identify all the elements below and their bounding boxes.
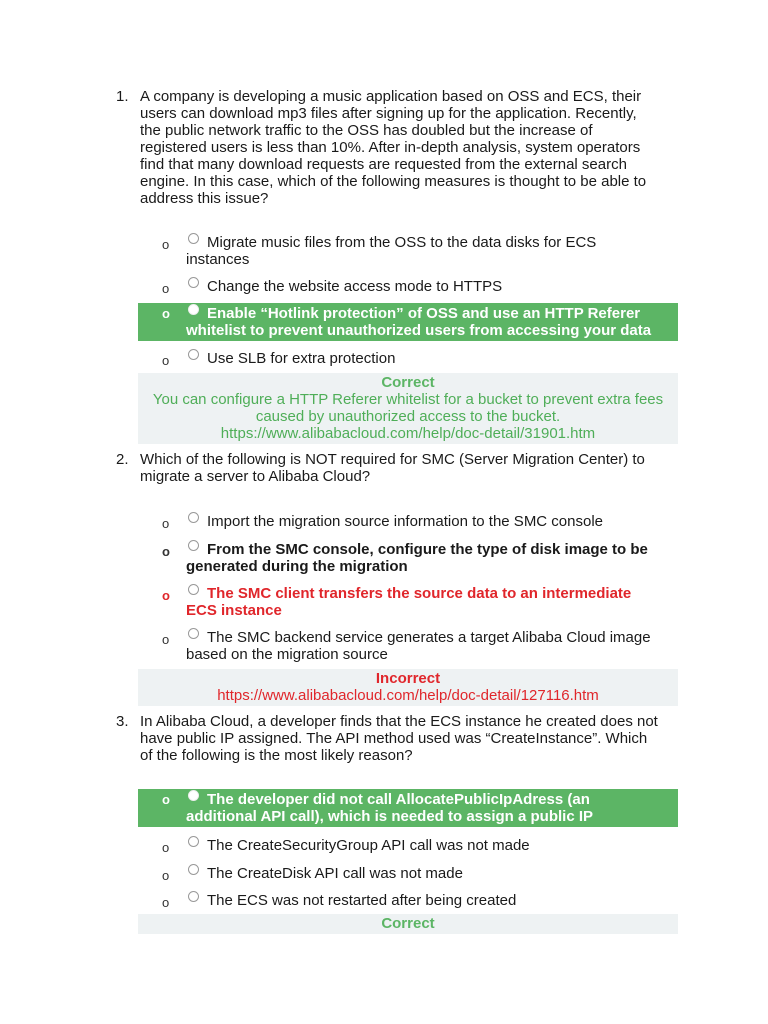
option-label: Enable “Hotlink protection” of OSS and use an HTTP Referer whitelist to prevent unauthorized users from accessing your data [186, 305, 652, 339]
answer-option[interactable] [138, 234, 678, 268]
bullet-icon: o [162, 544, 170, 559]
answer-option-correct[interactable] [138, 541, 678, 575]
question-2 [116, 451, 676, 485]
bullet-icon: o [162, 868, 170, 883]
feedback-box-incorrect [138, 669, 678, 706]
radio-button-icon[interactable] [188, 277, 199, 288]
feedback-status: Incorrect [375, 670, 441, 687]
feedback-box-correct [138, 373, 678, 444]
option-label: The ECS was not restarted after being created [207, 892, 517, 909]
feedback-text: You can configure a HTTP Referer whitelist for a bucket to prevent extra fees [152, 391, 664, 408]
option-label: The CreateSecurityGroup API call was not made [207, 837, 530, 854]
bullet-icon: o [162, 281, 170, 296]
question-number: 2. [116, 451, 129, 468]
bullet-icon: o [162, 516, 170, 531]
option-label: Import the migration source information to the SMC console [207, 513, 604, 530]
radio-button-icon[interactable] [188, 628, 199, 639]
question-number: 3. [116, 713, 129, 730]
question-text: In Alibaba Cloud, a developer finds that the ECS instance he created does not have public IP assigned. The API method used was “CreateInstance”. Which of the following is the most likely reason? [140, 713, 658, 764]
bullet-icon: o [162, 588, 170, 603]
bullet-icon: o [162, 306, 170, 321]
feedback-status: Correct [381, 374, 435, 391]
bullet-icon: o [162, 792, 170, 807]
bullet-icon: o [162, 895, 170, 910]
bullet-icon: o [162, 840, 170, 855]
reference-link[interactable]: https://www.alibabacloud.com/help/doc-detail/127116.htm [217, 687, 599, 704]
bullet-icon: o [162, 237, 170, 252]
option-label: From the SMC console, configure the type of disk image to be generated during the migration [186, 541, 648, 575]
option-label: The SMC backend service generates a target Alibaba Cloud image based on the migration source [186, 629, 651, 663]
answer-option[interactable] [138, 629, 678, 663]
radio-button-icon[interactable] [188, 584, 199, 595]
option-label: Migrate music files from the OSS to the data disks for ECS instances [186, 234, 597, 268]
radio-button-icon[interactable] [188, 540, 199, 551]
answer-option[interactable] [138, 892, 678, 909]
radio-button-icon[interactable] [188, 349, 199, 360]
bullet-icon: o [162, 353, 170, 368]
reference-link[interactable]: https://www.alibabacloud.com/help/doc-detail/31901.htm [220, 425, 596, 442]
answer-option[interactable] [138, 837, 678, 854]
radio-button-icon[interactable] [188, 304, 199, 315]
option-label: The SMC client transfers the source data to an intermediate ECS instance [186, 585, 632, 619]
radio-button-icon[interactable] [188, 891, 199, 902]
radio-button-icon[interactable] [188, 836, 199, 847]
option-label: The developer did not call AllocatePublicIpAdress (an additional API call), which is needed to assign a public IP [186, 791, 594, 825]
question-3 [116, 713, 676, 764]
feedback-box-correct [138, 914, 678, 934]
answer-option-selected-incorrect[interactable] [138, 585, 678, 619]
option-label: Change the website access mode to HTTPS [207, 278, 503, 295]
feedback-text: caused by unauthorized access to the bucket. [255, 408, 561, 425]
answer-option[interactable] [138, 278, 678, 295]
radio-button-icon[interactable] [188, 233, 199, 244]
option-label: The CreateDisk API call was not made [207, 865, 463, 882]
question-number: 1. [116, 88, 129, 105]
question-text: A company is developing a music application based on OSS and ECS, their users can download mp3 files after signing up for the application. Recently, the public network traffic to the OSS has doubled but the increase of registered users is less than 10%. After in-depth analysis, system operators find that many download requests are requested from the external search engine. In this case, which of the following measures is thought to be able to address this issue? [140, 88, 647, 207]
answer-option[interactable] [138, 513, 678, 530]
feedback-status: Correct [381, 915, 435, 932]
option-label: Use SLB for extra protection [207, 350, 396, 367]
answer-option[interactable] [138, 350, 678, 367]
question-text: Which of the following is NOT required for SMC (Server Migration Center) to migrate a server to Alibaba Cloud? [140, 451, 645, 485]
radio-button-icon[interactable] [188, 790, 199, 801]
bullet-icon: o [162, 632, 170, 647]
answer-option-correct[interactable] [138, 789, 678, 827]
answer-option-correct[interactable] [138, 303, 678, 341]
answer-option[interactable] [138, 865, 678, 882]
question-1 [116, 88, 676, 207]
radio-button-icon[interactable] [188, 864, 199, 875]
radio-button-icon[interactable] [188, 512, 199, 523]
